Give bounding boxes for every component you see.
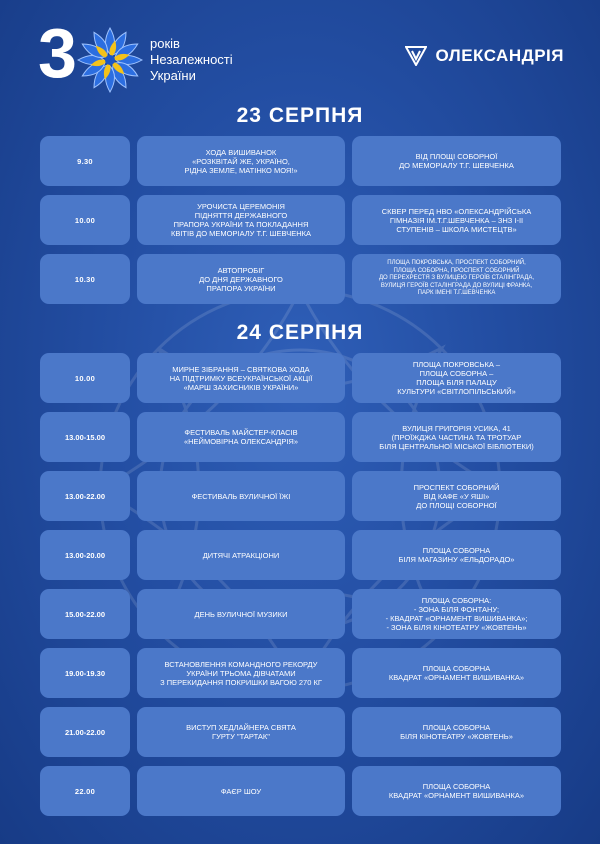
event-location [352,766,561,816]
city-name: ОЛЕКСАНДРІЯ [435,46,564,65]
schedule-row [40,766,561,816]
event-time [40,353,130,403]
schedule-row [40,195,561,245]
event-description [137,136,345,186]
event-time [40,412,130,462]
event-location [352,707,561,757]
event-description [137,648,345,698]
time-text: 21.00-22.00 [64,727,106,737]
event-time [40,648,130,698]
time-text: 10.00 [74,215,96,225]
event-description [137,530,345,580]
event-text: ФЕСТИВАЛЬ ВУЛИЧНОЇ ЇЖІ [191,491,291,501]
event-text: ВИСТУП ХЕДЛАЙНЕРА СВЯТА ГУРТУ "ТАРТАК" [186,723,296,741]
schedule-row [40,254,561,304]
location-text: ПЛОЩА СОБОРНА БІЛЯ КІНОТЕАТРУ «ЖОВТЕНЬ» [400,723,513,741]
independence-30-logo [38,14,146,94]
event-description [137,707,345,757]
years-line-3: України [150,68,196,83]
location-text: ПЛОЩА СОБОРНА БІЛЯ МАГАЗИНУ «ЕЛЬДОРАДО» [398,546,515,564]
event-time [40,589,130,639]
event-time [40,136,130,186]
event-text: ВСТАНОВЛЕННЯ КОМАНДНОГО РЕКОРДУ УКРАЇНИ ТРЬОМА ДІВЧАТАМИ З ПЕРЕКИДАННЯ ПОКРИШКИ ВАГОЮ 270 КГ [160,659,322,687]
event-time [40,530,130,580]
event-location [352,471,561,521]
location-text: ВУЛИЦЯ ГРИГОРІЯ УСИКА, 41 (ПРОЇЖДЖА ЧАСТИНА ТА ТРОТУАР БІЛЯ ЦЕНТРАЛЬНОЇ МІСЬКОЇ БІБЛІОТЕКИ) [379,423,534,451]
event-location [352,648,561,698]
event-location [352,136,561,186]
event-description [137,412,345,462]
time-text: 13.00-15.00 [64,432,106,442]
date-title-aug-24: 24 СЕРПНЯ [236,321,364,344]
years-line-2: Незалежності [150,52,233,67]
schedule-row [40,589,561,639]
event-text: ХОДА ВИШИВАНОК «РОЗКВІТАЙ ЖЕ, УКРАЇНО, РІДНА ЗЕМЛЕ, МАТІНКО МОЯ!» [184,147,298,175]
date-title-aug-23: 23 СЕРПНЯ [236,104,364,127]
time-text: 10.30 [74,274,96,284]
time-text: 13.00-20.00 [64,550,106,560]
event-text: ФЕСТИВАЛЬ МАЙСТЕР-КЛАСІВ «НЕЙМОВІРНА ОЛЕКСАНДРІЯ» [183,428,299,446]
schedule-row [40,471,561,521]
event-text: УРОЧИСТА ЦЕРЕМОНІЯ ПІДНЯТТЯ ДЕРЖАВНОГО ПРАПОРА УКРАЇНИ ТА ПОКЛАДАННЯ КВІТІВ ДО МЕМОРІАЛУ Т.Г. ШЕВЧЕНКА [170,202,312,238]
city-logo [405,46,564,66]
location-text: ПЛОЩА ПОКРОВСЬКА – ПЛОЩА СОБОРНА – ПЛОЩА БІЛЯ ПАЛАЦУ КУЛЬТУРИ «СВІТЛОПІЛЬСЬКИЙ» [397,360,516,396]
event-description [137,471,345,521]
flower-icon [76,26,144,94]
city-emblem-icon [405,46,427,66]
location-text: ПЛОЩА ПОКРОВСЬКА, ПРОСПЕКТ СОБОРНИЙ, ПЛОЩА СОБОРНА, ПРОСПЕКТ СОБОРНИЙ ДО ПЕРЕХРЕСТЯ З ВУЛИЦЕЮ ГЕРОЇВ СТАЛІНГРАДА, ВУЛИЦЯ ГЕРОЇВ СТАЛІНГРАДА ДО ВУЛИЦІ ФРАНКА, ПАРК ІМЕНІ Т.Г.ШЕВЧЕНКА [378,260,535,297]
time-text: 10.00 [74,373,96,383]
event-location [352,589,561,639]
event-time [40,254,130,304]
schedule-row [40,136,561,186]
schedule-row [40,412,561,462]
event-text: АВТОПРОБІГ ДО ДНЯ ДЕРЖАВНОГО ПРАПОРА УКРАЇНИ [199,265,283,293]
event-description [137,254,345,304]
location-text: СКВЕР ПЕРЕД НВО «ОЛЕКСАНДРІЙСЬКА ГІМНАЗІЯ ІМ.Т.Г.ШЕВЧЕНКА – ЗНЗ І-ІІ СТУПЕНІВ – ШКОЛА МИСТЕЦТВ» [381,206,532,234]
location-text: ПЛОЩА СОБОРНА: - ЗОНА БІЛЯ ФОНТАНУ; - КВАДРАТ «ОРНАМЕНТ ВИШИВАНКА»; - ЗОНА БІЛЯ КІНОТЕАТРУ «ЖОВТЕНЬ» [385,596,528,632]
event-text: ФАЄР ШОУ [220,786,262,796]
event-description [137,589,345,639]
header [0,0,600,100]
schedule-row [40,530,561,580]
event-description [137,353,345,403]
location-text: ПРОСПЕКТ СОБОРНИЙ ВІД КАФЕ «У ЯШІ» ДО ПЛОЩІ СОБОРНОЇ [413,482,500,510]
schedule-row [40,707,561,757]
location-text: ПЛОЩА СОБОРНА КВАДРАТ «ОРНАМЕНТ ВИШИВАНКА» [388,664,525,682]
event-location [352,195,561,245]
schedule-row [40,648,561,698]
event-time [40,471,130,521]
location-text: ВІД ПЛОЩІ СОБОРНОЇ ДО МЕМОРІАЛУ Т.Г. ШЕВЧЕНКА [399,152,514,170]
time-text: 19.00-19.30 [64,668,106,678]
years-line-1: років [150,36,180,51]
event-time [40,195,130,245]
event-text: ДИТЯЧІ АТРАКЦІОНИ [202,550,280,560]
time-text: 22.00 [74,786,96,796]
event-location [352,353,561,403]
location-text: ПЛОЩА СОБОРНА КВАДРАТ «ОРНАМЕНТ ВИШИВАНКА» [388,782,525,800]
schedule-row [40,353,561,403]
event-description [137,195,345,245]
time-text: 15.00-22.00 [64,609,106,619]
event-text: МИРНЕ ЗІБРАННЯ – СВЯТКОВА ХОДА НА ПІДТРИМКУ ВСЕУКРАЇНСЬКОЇ АКЦІЇ «МАРШ ЗАХИСНИКІВ УКРАЇНИ» [169,364,313,392]
event-time [40,766,130,816]
event-location [352,412,561,462]
time-text: 9.30 [77,156,93,166]
event-text: ДЕНЬ ВУЛИЧНОЇ МУЗИКИ [194,609,288,619]
event-location [352,530,561,580]
event-description [137,766,345,816]
logo-digit: 3 [38,14,77,92]
independence-years-text [150,36,233,84]
event-time [40,707,130,757]
event-location [352,254,561,304]
time-text: 13.00-22.00 [64,491,106,501]
